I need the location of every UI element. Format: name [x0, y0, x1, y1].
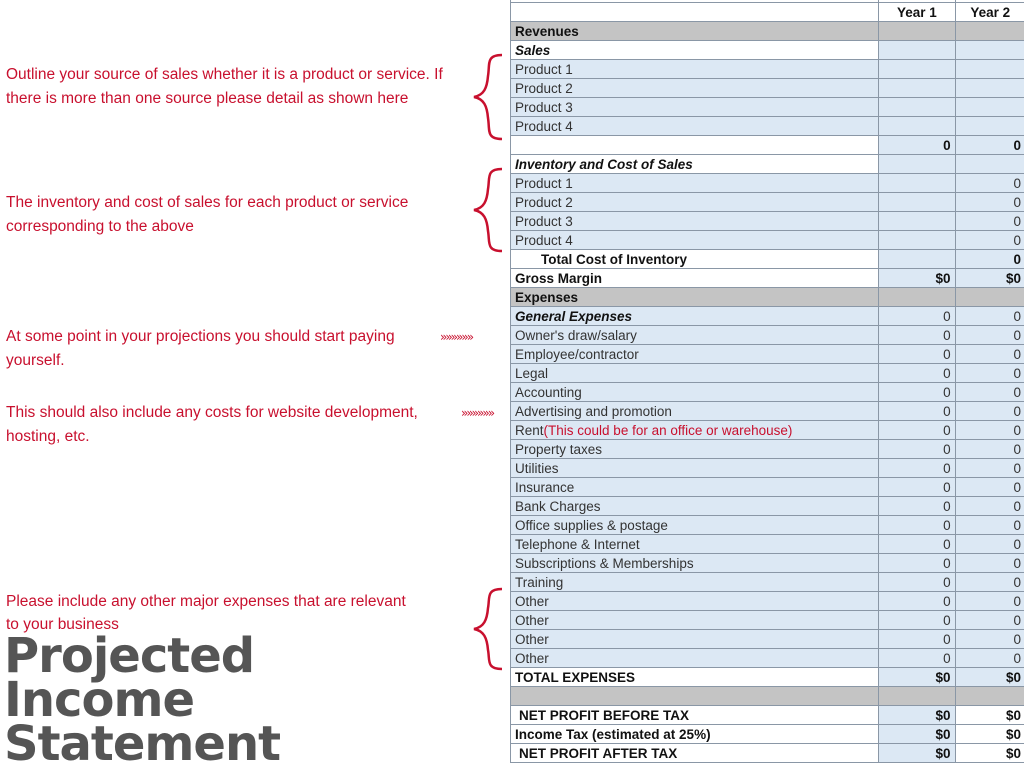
sales-heading: Sales	[511, 41, 1024, 60]
total-inventory-row: Total Cost of Inventory 0	[511, 250, 1024, 269]
note-website-line1: This should also include any costs for website development,	[6, 401, 418, 425]
brace-inventory-icon	[466, 166, 506, 254]
table-row: Property taxes 0 0	[511, 440, 1024, 459]
arrow-pay-yourself: »»»»»»	[440, 330, 472, 344]
sales-item-label: Product 3	[511, 98, 879, 117]
note-website-line2: hosting, etc.	[6, 425, 90, 449]
table-row: Advertising and promotion 0 0	[511, 402, 1024, 421]
table-row	[511, 117, 1024, 136]
title-line-3: Statement	[4, 722, 280, 766]
brace-sales-icon	[466, 52, 506, 142]
table-row: Telephone & Internet 0 0	[511, 535, 1024, 554]
net-after-tax-row: NET PROFIT AFTER TAX $0 $0	[511, 744, 1024, 763]
header-row	[511, 3, 1024, 22]
income-tax-row: Income Tax (estimated at 25%) $0 $0	[511, 725, 1024, 744]
table-row: Other 0 0	[511, 630, 1024, 649]
sales-item-label: Product 1	[511, 60, 879, 79]
note-sales-source: Outline your source of sales whether it is a product or service. If there is more than one source please detail as shown here	[6, 63, 461, 111]
table-row: Utilities 0 0	[511, 459, 1024, 478]
table-row	[511, 98, 1024, 117]
note-inventory: The inventory and cost of sales for each product or service corresponding to the above	[6, 191, 461, 239]
rent-note: (This could be for an office or warehouse)	[544, 423, 793, 438]
note-other-expenses-line1: Please include any other major expenses that are relevant	[6, 590, 406, 614]
year2-header: Year 2	[955, 3, 1024, 22]
table-row: Product 1 0	[511, 174, 1024, 193]
income-statement-table	[510, 0, 1024, 763]
table-row: Other 0 0	[511, 592, 1024, 611]
net-before-tax-row: NET PROFIT BEFORE TAX $0 $0	[511, 706, 1024, 725]
spacer-band	[511, 687, 1024, 706]
table-row: Owner's draw/salary 0 0	[511, 326, 1024, 345]
table-row: Other 0 0	[511, 611, 1024, 630]
note-other-expenses-line2: to your business	[6, 613, 119, 637]
note-pay-yourself-line1: At some point in your projections you should start paying	[6, 325, 395, 349]
table-row: Rent(This could be for an office or warehouse) 0 0	[511, 421, 1024, 440]
table-row: Other 0 0	[511, 649, 1024, 668]
title-line-2: Income	[4, 678, 280, 722]
table-row: Accounting 0 0	[511, 383, 1024, 402]
table-row: Insurance 0 0	[511, 478, 1024, 497]
brace-other-expenses-icon	[466, 586, 506, 672]
total-expenses-row: TOTAL EXPENSES $0 $0	[511, 668, 1024, 687]
table-row: Product 4 0	[511, 231, 1024, 250]
table-row	[511, 60, 1024, 79]
sales-item-label: Product 4	[511, 117, 879, 136]
table-row	[511, 79, 1024, 98]
note-pay-yourself-line2: yourself.	[6, 349, 65, 373]
gross-margin-row: Gross Margin $0 $0	[511, 269, 1024, 288]
general-expenses-row: General Expenses 0 0	[511, 307, 1024, 326]
revenues-heading: Revenues	[511, 22, 1024, 41]
table-row: Training 0 0	[511, 573, 1024, 592]
table-row: Employee/contractor 0 0	[511, 345, 1024, 364]
table-row: Product 3 0	[511, 212, 1024, 231]
table-row: Office supplies & postage 0 0	[511, 516, 1024, 535]
page-title	[4, 634, 280, 766]
title-line-1: Projected	[4, 634, 280, 678]
arrow-website: »»»»»»	[461, 406, 493, 420]
table-row: Product 2 0	[511, 193, 1024, 212]
inventory-heading: Inventory and Cost of Sales	[511, 155, 1024, 174]
year1-header: Year 1	[879, 3, 955, 22]
sales-total-row: 0 0	[511, 136, 1024, 155]
sales-item-label: Product 2	[511, 79, 879, 98]
expenses-heading: Expenses	[511, 288, 1024, 307]
table-row: Subscriptions & Memberships 0 0	[511, 554, 1024, 573]
table-row: Legal 0 0	[511, 364, 1024, 383]
table-row: Bank Charges 0 0	[511, 497, 1024, 516]
